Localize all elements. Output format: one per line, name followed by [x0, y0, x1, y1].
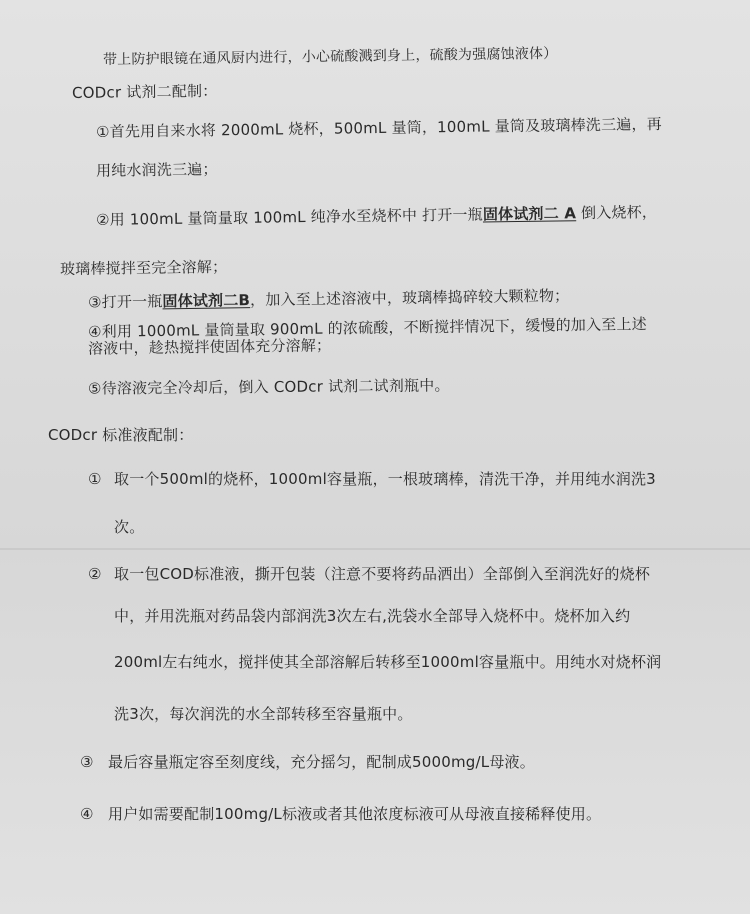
- reagent-two-step1-line1: ①首先用自来水将 2000mL 烧杯，500mL 量筒，100mL 量筒及玻璃棒洗三遍，再: [95, 115, 662, 141]
- standard-item1-number: ①: [88, 470, 102, 488]
- reagent-two-step1-line2: 用纯水润洗三遍；: [95, 160, 218, 180]
- paper-fold-line: [0, 548, 750, 550]
- reagent-two-step5: ⑤待溶液完全冷却后，倒入 CODcr 试剂二试剂瓶中。: [87, 376, 450, 398]
- reagent-two-step4-line2: 溶液中，趁热搅拌使固体充分溶解；: [87, 336, 332, 358]
- standard-item4-number: ④: [80, 805, 94, 823]
- standard-item1-line2: 次。: [114, 518, 145, 536]
- reagent-two-step4-line1: ④利用 1000mL 量筒量取 900mL 的浓硫酸，不断搅拌情况下，缓慢的加入至上述: [87, 315, 647, 341]
- standard-heading: CODcr 标准液配制：: [48, 426, 194, 444]
- standard-item3-number: ③: [80, 753, 94, 771]
- standard-item3-line1: 最后容量瓶定容至刻度线，充分摇匀，配制成5000mg/L母液。: [108, 753, 535, 771]
- standard-item1-line1: 取一个500ml的烧杯，1000ml容量瓶，一根玻璃棒，清洗干净，并用纯水润洗3: [114, 470, 656, 488]
- step2-reagent-a: 固体试剂二 A: [482, 204, 577, 224]
- standard-item2-line2: 中，并用洗瓶对药品袋内部润洗3次左右,洗袋水全部导入烧杯中。烧杯加入约: [114, 607, 631, 625]
- intro-warning: 带上防护眼镜在通风厨内进行，小心硫酸溅到身上，硫酸为强腐蚀液体）: [102, 45, 558, 69]
- standard-item2-number: ②: [88, 565, 102, 583]
- standard-item2-line1: 取一包COD标准液，撕开包装（注意不要将药品洒出）全部倒入至润洗好的烧杯: [114, 565, 651, 583]
- reagent-two-step2-line2: 玻璃棒搅拌至完全溶解；: [59, 257, 228, 279]
- step3-reagent-b: 固体试剂二B: [162, 291, 251, 311]
- reagent-two-step2-line1: [96, 202, 657, 230]
- reagent-two-heading: CODcr 试剂二配制：: [71, 81, 218, 103]
- standard-item2-line3: 200ml左右纯水，搅拌使其全部溶解后转移至1000ml容量瓶中。用纯水对烧杯润: [114, 653, 662, 671]
- step3-text-suffix: ，加入至上述溶液中，玻璃棒捣碎较大颗粒物；: [249, 286, 570, 310]
- standard-item4-line1: 用户如需要配制100mg/L标液或者其他浓度标液可从母液直接稀释使用。: [108, 805, 602, 823]
- step3-text-prefix: ③打开一瓶: [87, 292, 163, 312]
- step2-text-prefix: ②用 100mL 量筒量取 100mL 纯净水至烧杯中 打开一瓶: [95, 205, 484, 229]
- reagent-two-step3: [88, 286, 570, 313]
- standard-item2-line4: 洗3次，每次润洗的水全部转移至容量瓶中。: [114, 705, 413, 723]
- step2-text-suffix: 倒入烧杯，: [575, 203, 658, 223]
